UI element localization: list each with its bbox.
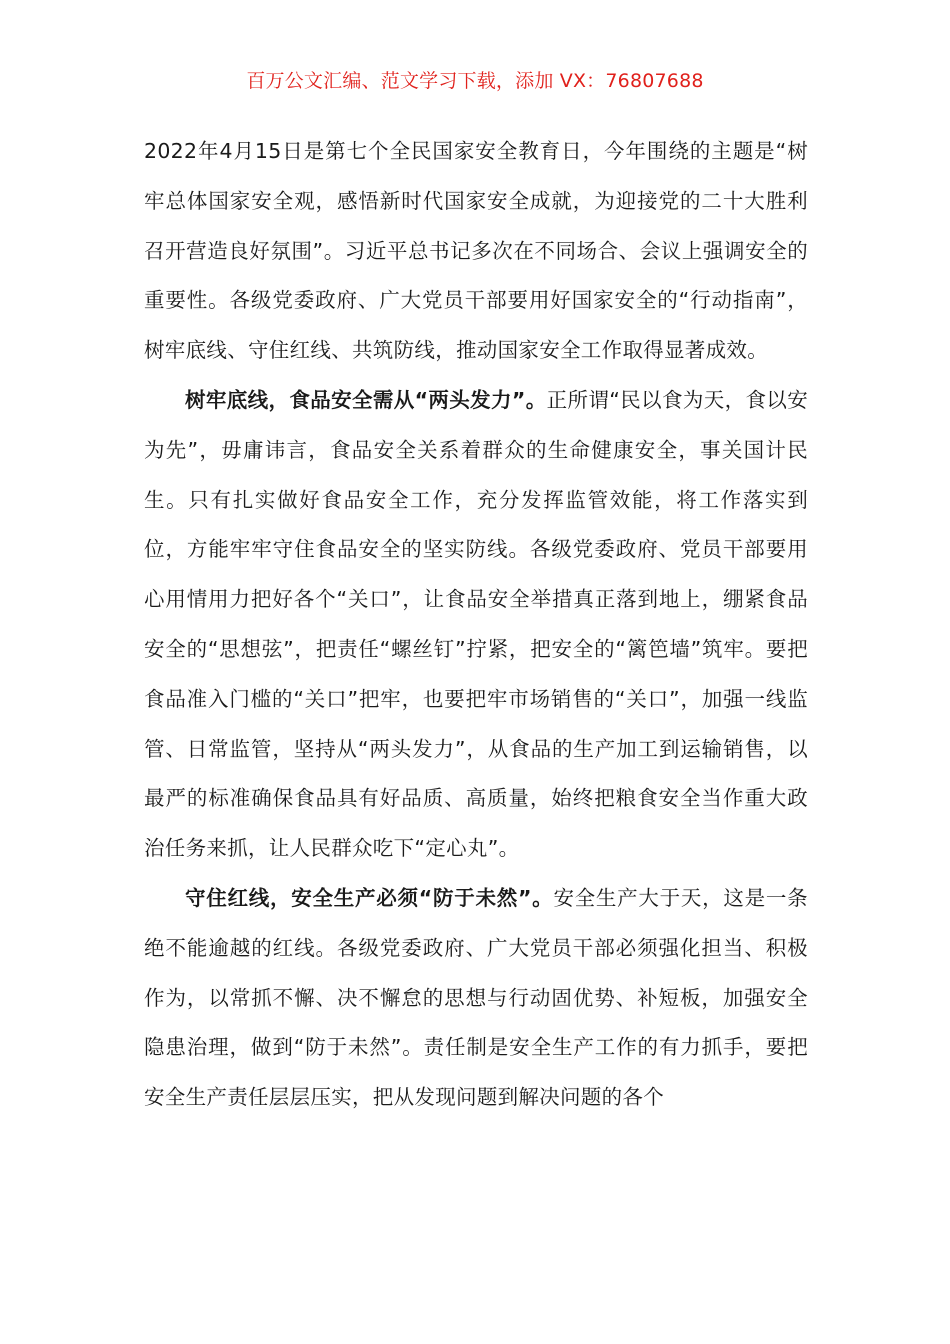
paragraph-intro-text: 2022年4月15日是第七个全民国家安全教育日，今年围绕的主题是“树牢总体国家安全观，感悟新时代国家安全成就，为迎接党的二十大胜利召开营造良好氛围”。习近平总书记多次在不同场合、会议上强调安全的重要性。各级党委政府、广大党员干部要用好国家安全的“行动指南”，树牢底线、守住红线、共筑防线，推动国家安全工作取得显著成效。 (144, 139, 808, 363)
paragraph-production-safety-text: 安全生产大于天，这是一条绝不能逾越的红线。各级党委政府、广大党员干部必须强化担当、积极作为，以常抓不懈、决不懈怠的思想与行动固优势、补短板，加强安全隐患治理，做到“防于未然”。责任制是安全生产工作的有力抓手，要把安全生产责任层层压实，把从发现问题到解决问题的各个 (144, 885, 808, 1110)
paragraph-production-safety-heading: 守住红线，安全生产必须“防于未然”。 (185, 885, 554, 910)
document-body (144, 127, 808, 1123)
paragraph-food-safety-text: 正所谓“民以食为天，食以安为先”，毋庸讳言，食品安全关系着群众的生命健康安全，事关国计民生。只有扎实做好食品安全工作，充分发挥监管效能，将工作落实到位，方能牢牢守住食品安全的坚实防线。各级党委政府、党员干部要用心用情用力把好各个“关口”，让食品安全举措真正落到地上，绷紧食品安全的“思想弦”，把责任“螺丝钉”拧紧，把安全的“篱笆墙”筑牢。要把食品准入门槛的“关口”把牢，也要把牢市场销售的“关口”，加强一线监管、日常监管，坚持从“两头发力”，从食品的生产加工到运输销售，以最严的标准确保食品具有好品质、高质量，始终把粮食安全当作重大政治任务来抓，让人民群众吃下“定心丸”。 (144, 387, 808, 861)
paragraph-production-safety (144, 874, 808, 1123)
paragraph-intro (144, 127, 808, 376)
paragraph-food-safety-heading: 树牢底线，食品安全需从“两头发力”。 (185, 387, 547, 412)
paragraph-food-safety (144, 376, 808, 874)
watermark-header: 百万公文汇编、范文学习下载，添加 VX：76807688 (246, 70, 704, 92)
